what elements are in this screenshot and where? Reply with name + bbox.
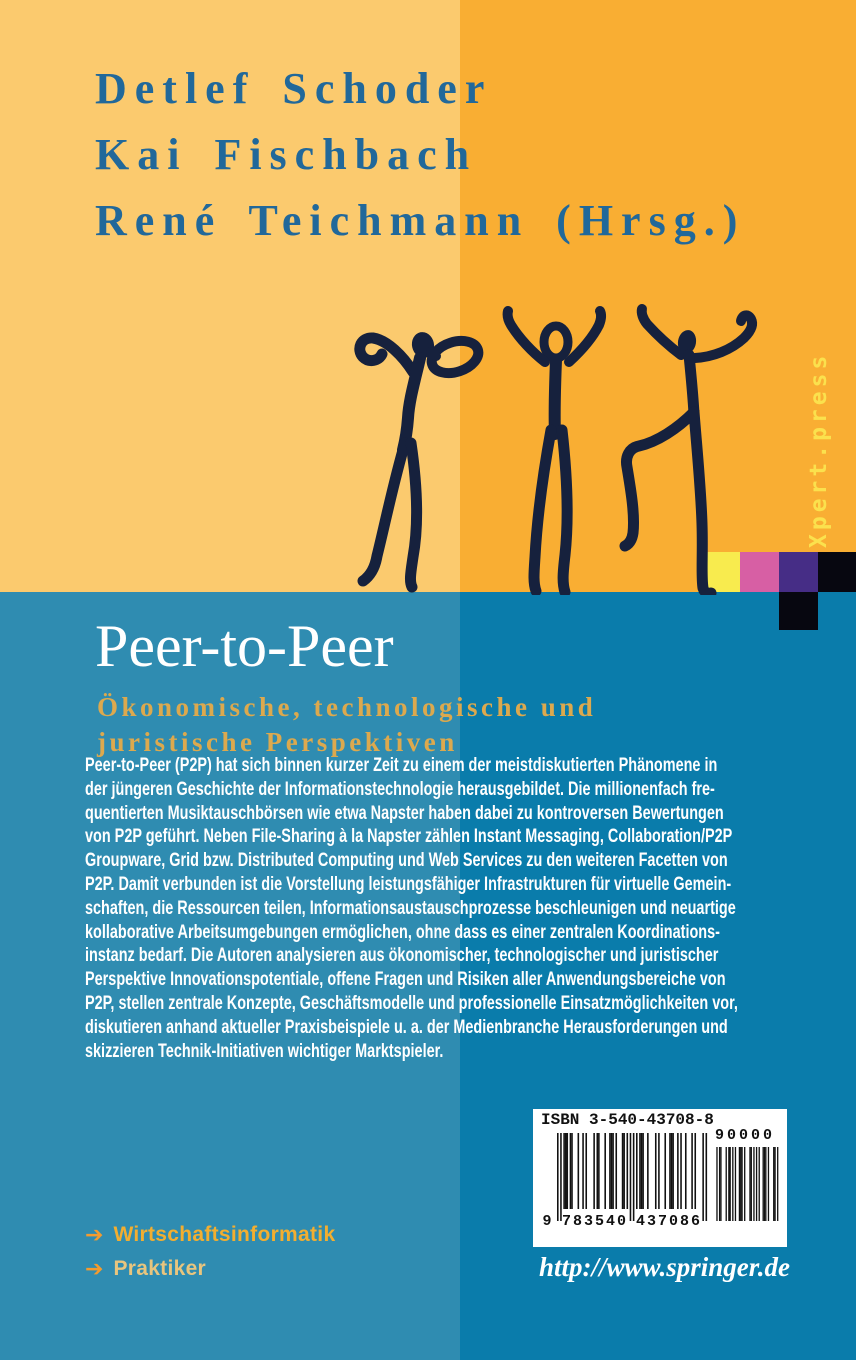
book-title: Peer-to-Peer [95,613,394,679]
description-line: kollaborative Arbeitsumgebungen ermöglichen, ohne dass es einer zentralen Koordinations- [85,921,720,943]
decor-purple-square [779,552,818,592]
description-line: diskutieren anhand aktueller Praxisbeispiele u. a. der Medienbranche Herausforderungen und [85,1016,728,1038]
description-line: Peer-to-Peer (P2P) hat sich binnen kurzer Zeit zu einem der meistdiskutierten Phänomene in [85,755,718,776]
description-line: P2P, stellen zentrale Konzepte, Geschäftsmodelle und professionelle Einsatzmöglichkeiten vor, [85,992,738,1014]
dancing-figures-illustration [335,300,765,595]
description-line: der jüngeren Geschichte der Informationstechnologie herausgebildet. Die millionenfach fre- [85,778,715,800]
dancer-middle [508,311,601,592]
arrow-right-icon: ➔ [85,1256,104,1281]
decor-black-square [818,552,856,592]
description-line: P2P. Damit verbunden ist die Vorstellung leistungsfähiger Infrastrukturen für virtuelle Gemein- [85,873,732,895]
description-line: instanz bedarf. Die Autoren analysieren aus ökonomischer, technologischer und juristischer [85,945,719,967]
description-line: quentierten Musiktauschbörsen wie etwa Napster haben dabei zu kontroversen Bewertungen [85,802,724,824]
barcode-digit-first: 9 [542,1213,552,1230]
isbn-barcode-panel [533,1109,787,1247]
book-subtitle [97,690,596,760]
category-label: Praktiker [113,1257,207,1280]
series-label: Xpert.press [806,351,832,548]
barcode-supplement-digits: 90000 [714,1127,775,1144]
description-line: von P2P geführt. Neben File-Sharing à la Napster zählen Instant Messaging, Collaboration/P2P [85,826,733,848]
category-item [85,1252,335,1286]
description-line: Perspektive Innovationspotentiale, offene Fragen und Risiken aller Anwendungsbereiche von [85,969,726,991]
book-description [85,754,738,1063]
category-list [85,1218,335,1286]
author-name: René Teichmann (Hrsg.) [95,196,746,245]
description-line: schaften, die Ressourcen teilen, Informationsaustauschprozesse beschleunigen und neuartige [85,897,736,919]
dancer-left [360,330,483,587]
decor-black-square-offset [779,592,818,630]
isbn-label: ISBN 3-540-43708-8 [541,1111,714,1129]
publisher-url: http://www.springer.de [538,1252,790,1282]
ean13-barcode [557,1133,708,1223]
barcode-digits-left: 783540 [561,1213,628,1230]
arrow-right-icon: ➔ [85,1222,104,1247]
dancer-right [625,309,752,593]
subtitle-line: juristische Perspektiven [97,727,458,757]
ean5-supplement-barcode [715,1147,779,1221]
subtitle-line: Ökonomische, technologische und [97,692,597,722]
barcode-digits-right: 437086 [635,1213,702,1230]
description-line: skizzieren Technik-Initiativen wichtiger Marktspieler. [85,1040,444,1062]
category-label: Wirtschaftsinformatik [113,1223,336,1246]
author-name: Kai Fischbach [95,130,478,179]
category-item [85,1218,335,1252]
description-line: Groupware, Grid bzw. Distributed Computing und Web Services zu den weiteren Facetten von [85,850,728,872]
author-list [95,56,745,254]
author-name: Detlef Schoder [95,64,493,113]
